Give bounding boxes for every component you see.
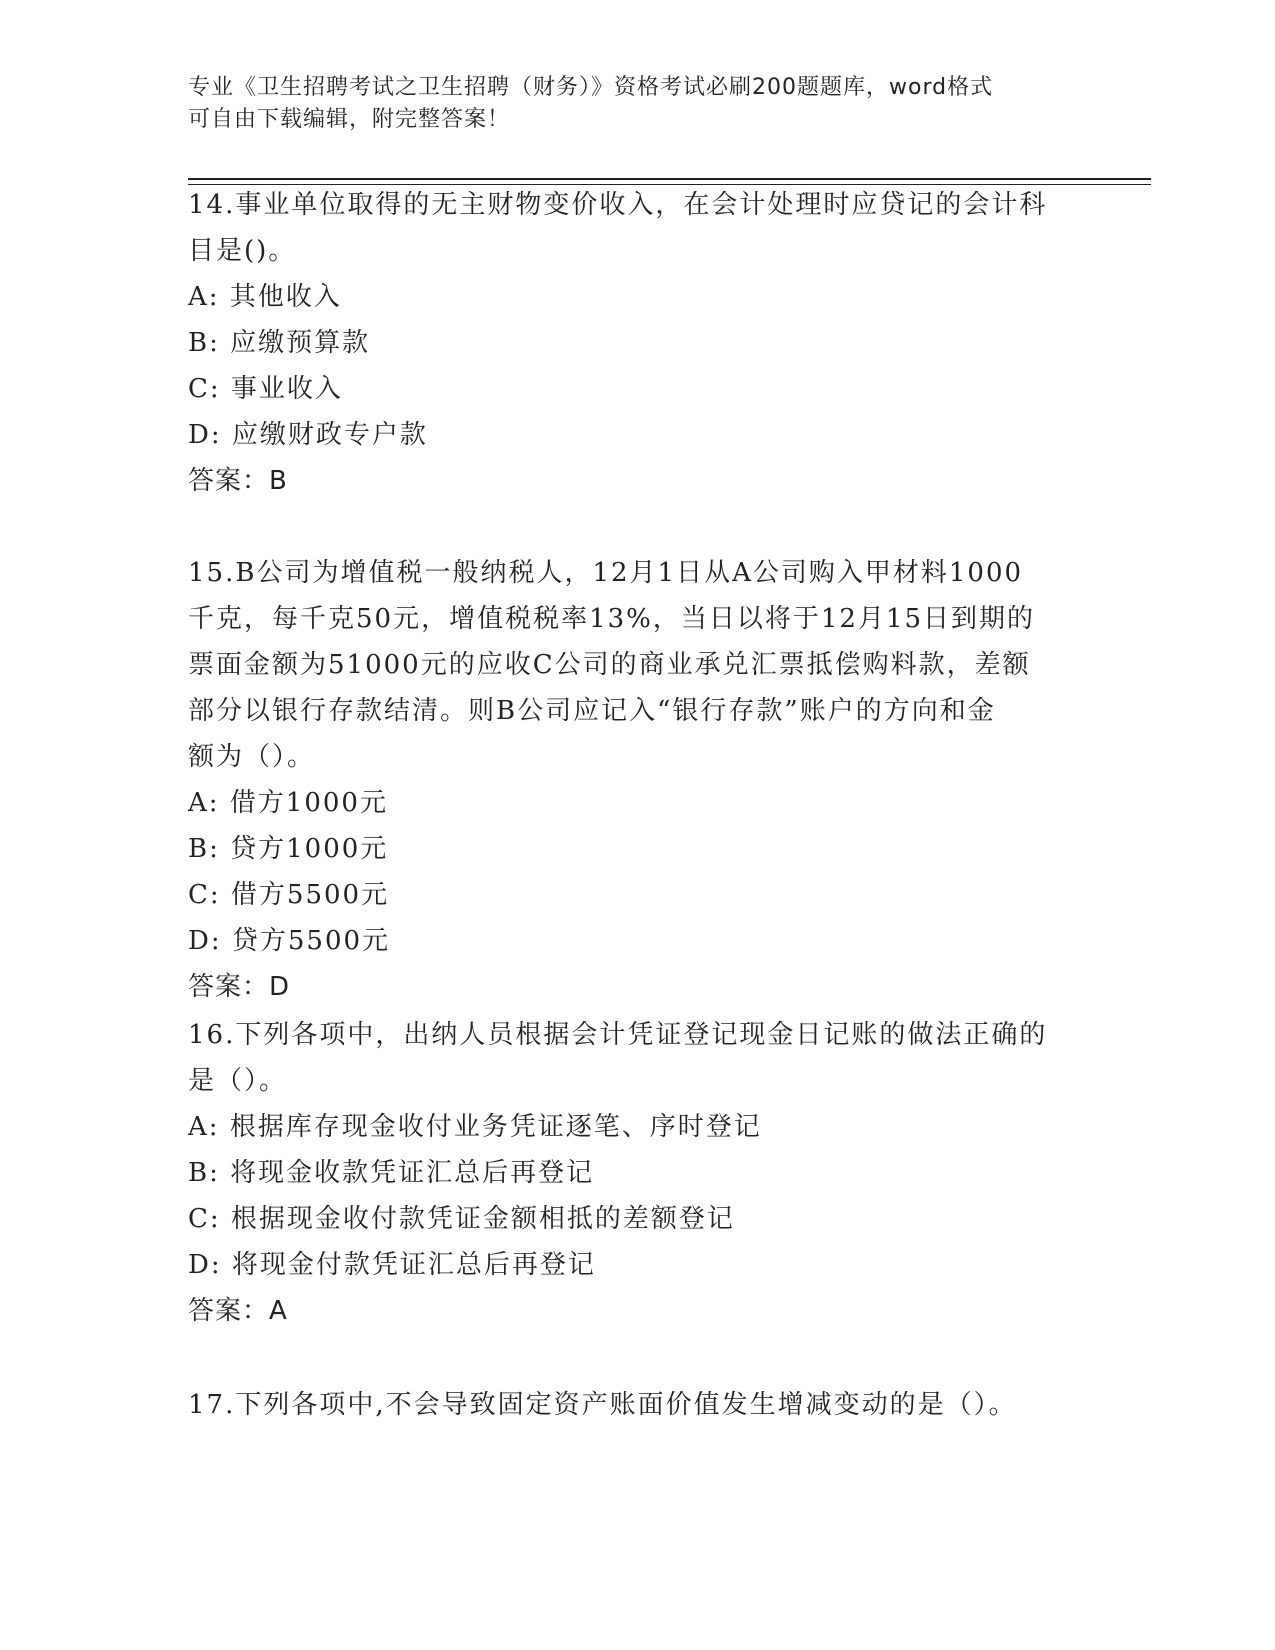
question-stem-line: 16.下列各项中，出纳人员根据会计凭证登记现金日记账的做法正确的 xyxy=(188,1020,1048,1050)
option-a: A: 其他收入 xyxy=(188,282,342,312)
question-16 xyxy=(188,1012,1088,1334)
option-a: A: 根据库存现金收付业务凭证逐笔、序时登记 xyxy=(188,1112,762,1142)
header-line-2: 可自由下载编辑，附完整答案！ xyxy=(188,107,511,132)
option-c: C: 借方5500元 xyxy=(188,880,390,910)
answer: 答案：A xyxy=(188,1296,288,1326)
header-divider-thick xyxy=(188,178,1151,180)
question-15 xyxy=(188,550,1088,1010)
question-stem-line: 千克，每千克50元，增值税税率13%，当日以将于12月15日到期的 xyxy=(188,604,1036,634)
option-b: B: 将现金收款凭证汇总后再登记 xyxy=(188,1158,595,1188)
header-line-1: 专业《卫生招聘考试之卫生招聘（财务）》资格考试必刷200题题库，word格式 xyxy=(188,75,994,100)
question-stem-line: 15.B公司为增值税一般纳税人，12月1日从A公司购入甲材料1000 xyxy=(188,558,1024,588)
option-d: D: 将现金付款凭证汇总后再登记 xyxy=(188,1250,596,1280)
question-stem-line: 部分以银行存款结清。则B公司应记入“银行存款”账户的方向和金 xyxy=(188,696,996,726)
question-stem-line: 额为（）。 xyxy=(188,742,316,772)
answer: 答案：D xyxy=(188,972,291,1002)
answer: 答案：B xyxy=(188,466,288,496)
option-c: C: 根据现金收付款凭证金额相抵的差额登记 xyxy=(188,1204,735,1234)
question-14 xyxy=(188,182,1088,504)
question-stem-line: 目是()。 xyxy=(188,236,297,266)
question-17 xyxy=(188,1382,1088,1428)
question-stem-line: 14.事业单位取得的无主财物变价收入，在会计处理时应贷记的会计科 xyxy=(188,190,1048,220)
option-b: B: 应缴预算款 xyxy=(188,328,371,358)
option-c: C: 事业收入 xyxy=(188,374,343,404)
option-b: B: 贷方1000元 xyxy=(188,834,389,864)
option-d: D: 贷方5500元 xyxy=(188,926,391,956)
document-header xyxy=(188,72,1088,136)
question-stem-line: 票面金额为51000元的应收C公司的商业承兑汇票抵偿购料款，差额 xyxy=(188,650,1031,680)
question-stem-line: 17.下列各项中,不会导致固定资产账面价值发生增减变动的是（）。 xyxy=(188,1390,1017,1420)
option-d: D: 应缴财政专户款 xyxy=(188,420,428,450)
question-stem-line: 是（）。 xyxy=(188,1066,288,1096)
option-a: A: 借方1000元 xyxy=(188,788,388,818)
